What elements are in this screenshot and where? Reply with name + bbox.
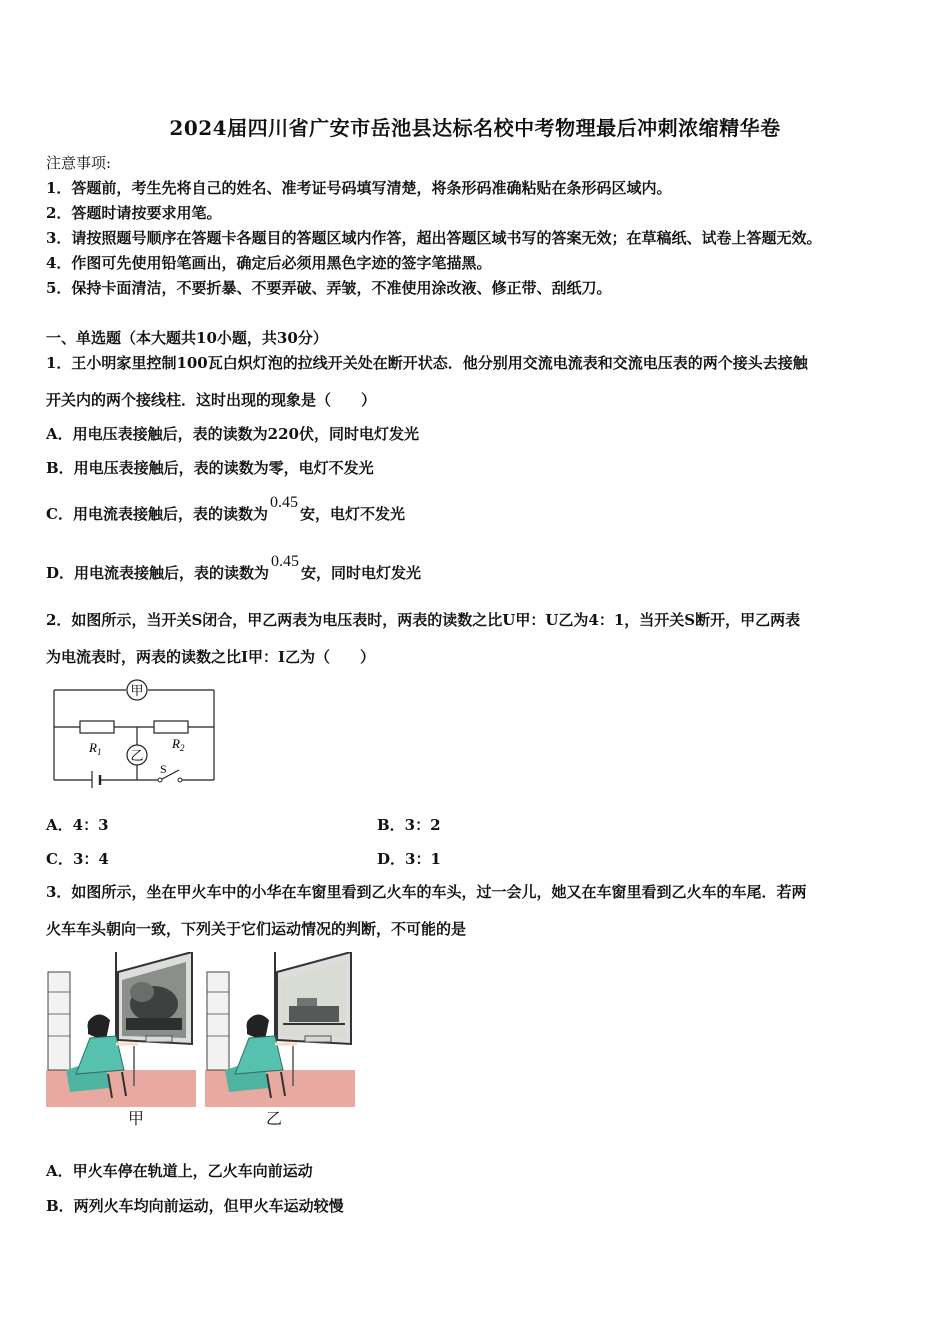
q1-option-c-unit: 安，电灯不发光 xyxy=(299,505,405,523)
q3-option-a: A．甲火车停在轨道上，乙火车向前运动 xyxy=(46,1162,313,1180)
q2-option-a: A．4：3 xyxy=(46,816,109,834)
q1-option-c xyxy=(46,494,405,524)
q1-option-a: A．用电压表接触后，表的读数为220伏，同时电灯发光 xyxy=(46,425,419,443)
q2-options-row1 xyxy=(46,814,441,835)
q1-option-d-unit: 安，同时电灯发光 xyxy=(301,564,422,582)
r2-label-sub: 2 xyxy=(179,743,185,753)
r1-label-letter: R xyxy=(89,740,97,755)
notice-item: 4．作图可先使用铅笔画出，确定后必须用黑色字迹的签字笔描黑。 xyxy=(46,254,492,272)
q3-stem-line2: 火车车头朝向一致，下列关于它们运动情况的判断，不可能的是 xyxy=(46,920,467,938)
r1-label-sub: 1 xyxy=(96,747,102,757)
q2-option-b: B．3：2 xyxy=(377,816,441,834)
page-title: 2024届四川省广安市岳池县达标名校中考物理最后冲刺浓缩精华卷 xyxy=(169,116,781,140)
section-heading: 一、单选题（本大题共10小题，共30分） xyxy=(46,329,328,347)
meter-jia-label: 甲 xyxy=(130,683,144,698)
figure-caption-yi: 乙 xyxy=(266,1109,283,1128)
r1-label xyxy=(88,740,101,757)
q1-option-c-text: C．用电流表接触后，表的读数为 xyxy=(46,505,268,523)
notice-item: 5．保持卡面清洁，不要折暴、不要弄破、弄皱，不准使用涂改液、修正带、刮纸刀。 xyxy=(46,279,612,297)
q2-stem-line2: 为电流表时，两表的读数之比I甲：I乙为（ ） xyxy=(46,648,376,666)
resistor-r1 xyxy=(80,721,114,733)
train-illustration-jia xyxy=(46,952,196,1107)
notice-item: 2．答题时请按要求用笔。 xyxy=(46,204,222,222)
battery-icon xyxy=(92,771,100,788)
q1-option-d-value: 0.45 xyxy=(271,553,300,570)
train-illustration-yi xyxy=(205,952,355,1107)
q1-option-d xyxy=(46,553,422,583)
notice-item: 1．答题前，考生先将自己的姓名、准考证号码填写清楚，将条形码准确粘贴在条形码区域内。 xyxy=(46,179,672,197)
r2-label xyxy=(171,736,185,753)
notice-item: 3．请按照题号顺序在答题卡各题目的答题区域内作答，超出答题区域书写的答案无效；在草稿纸、试卷上答题无效。 xyxy=(46,229,822,247)
meter-yi-label: 乙 xyxy=(130,748,144,763)
switch-label: S xyxy=(160,762,167,776)
q2-option-d: D．3：1 xyxy=(377,850,441,868)
q1-option-d-text: D．用电流表接触后，表的读数为 xyxy=(46,564,270,582)
q2-stem-line1: 2．如图所示，当开关S闭合，甲乙两表为电压表时，两表的读数之比U甲：U乙为4：1，当开关S断开，甲乙两表 xyxy=(46,611,801,629)
r2-label-letter: R xyxy=(172,736,180,751)
q2-options-row2 xyxy=(46,848,441,869)
figure-caption-jia: 甲 xyxy=(128,1109,145,1128)
q2-option-c: C．3：4 xyxy=(46,850,109,868)
q1-stem-line2: 开关内的两个接线柱．这时出现的现象是（ ） xyxy=(46,391,377,409)
q1-option-c-value: 0.45 xyxy=(269,494,298,511)
q1-stem-line1: 1．王小明家里控制100瓦白炽灯泡的拉线开关处在断开状态．他分别用交流电流表和交流电压表的两个接头去接触 xyxy=(46,354,808,372)
q3-option-b: B．两列火车均向前运动，但甲火车运动较慢 xyxy=(46,1197,344,1215)
q3-stem-line1: 3．如图所示，坐在甲火车中的小华在车窗里看到乙火车的车头，过一会儿，她又在车窗里看到乙火车的车尾．若两 xyxy=(46,883,807,901)
circuit-diagram xyxy=(48,678,220,788)
q1-option-b: B．用电压表接触后，表的读数为零，电灯不发光 xyxy=(46,459,374,477)
resistor-r2 xyxy=(154,721,188,733)
notice-heading: 注意事项: xyxy=(46,154,112,172)
